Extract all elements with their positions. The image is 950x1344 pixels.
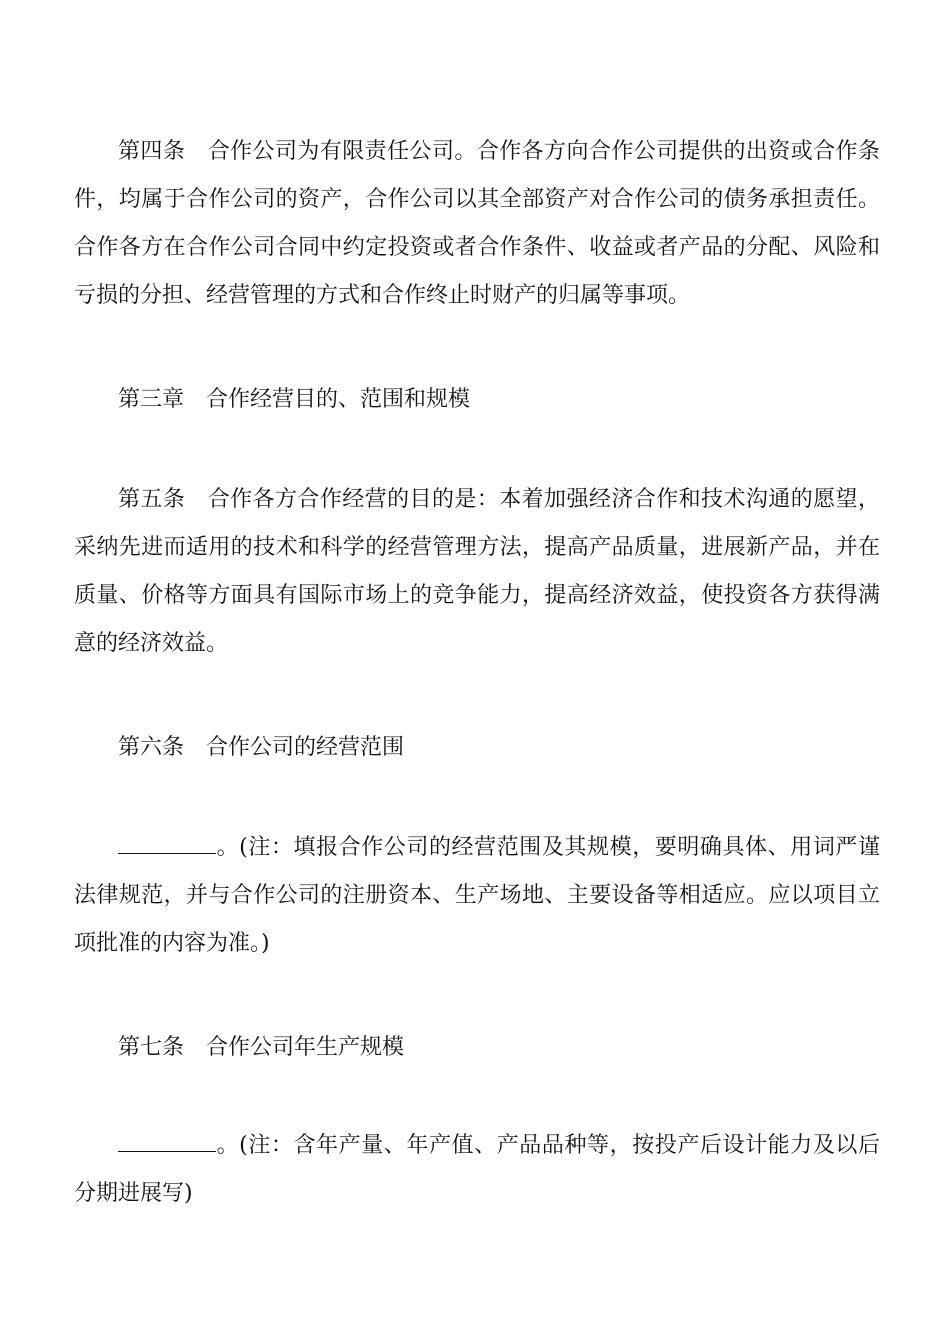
article-7-label: 第七条	[118, 1035, 185, 1060]
article-7-note: 。(注：含年产量、年产值、产品品种等，按投产后设计能力及以后分期进展写)	[74, 1133, 880, 1206]
article-4-label: 第四条	[118, 139, 186, 164]
article-5-label: 第五条	[118, 487, 186, 512]
article-7-title: 合作公司年生产规模	[206, 1035, 405, 1060]
article-7-note-paragraph	[74, 1122, 880, 1218]
chapter-3-title: 合作经营目的、范围和规模	[206, 387, 471, 412]
fill-in-blank	[118, 1133, 216, 1152]
chapter-3-label: 第三章	[118, 387, 185, 412]
article-5-paragraph	[74, 476, 880, 668]
article-4-text: 合作公司为有限责任公司。合作各方向合作公司提供的出资或合作条件，均属于合作公司的资产，合作公司以其全部资产对合作公司的债务承担责任。合作各方在合作公司合同中约定投资或者合作条件、收益或者产品的分配、风险和亏损的分担、经营管理的方式和合作终止时财产的归属等事项。	[74, 139, 880, 308]
article-6-note: 。(注：填报合作公司的经营范围及其规模，要明确具体、用词严谨法律规范，并与合作公司的注册资本、生产场地、主要设备等相适应。应以项目立项批准的内容为准。)	[74, 835, 880, 956]
article-4-paragraph	[74, 128, 880, 320]
fill-in-blank	[118, 835, 216, 854]
article-7-heading	[74, 1024, 880, 1072]
article-5-text: 合作各方合作经营的目的是：本着加强经济合作和技术沟通的愿望，采纳先进而适用的技术和科学的经营管理方法，提高产品质量，进展新产品，并在质量、价格等方面具有国际市场上的竞争能力，提高经济效益，使投资各方获得满意的经济效益。	[74, 487, 880, 656]
chapter-3-heading	[74, 376, 880, 424]
article-6-heading	[74, 724, 880, 772]
article-6-title: 合作公司的经营范围	[206, 735, 405, 760]
article-6-label: 第六条	[118, 735, 185, 760]
article-6-note-paragraph	[74, 824, 880, 968]
